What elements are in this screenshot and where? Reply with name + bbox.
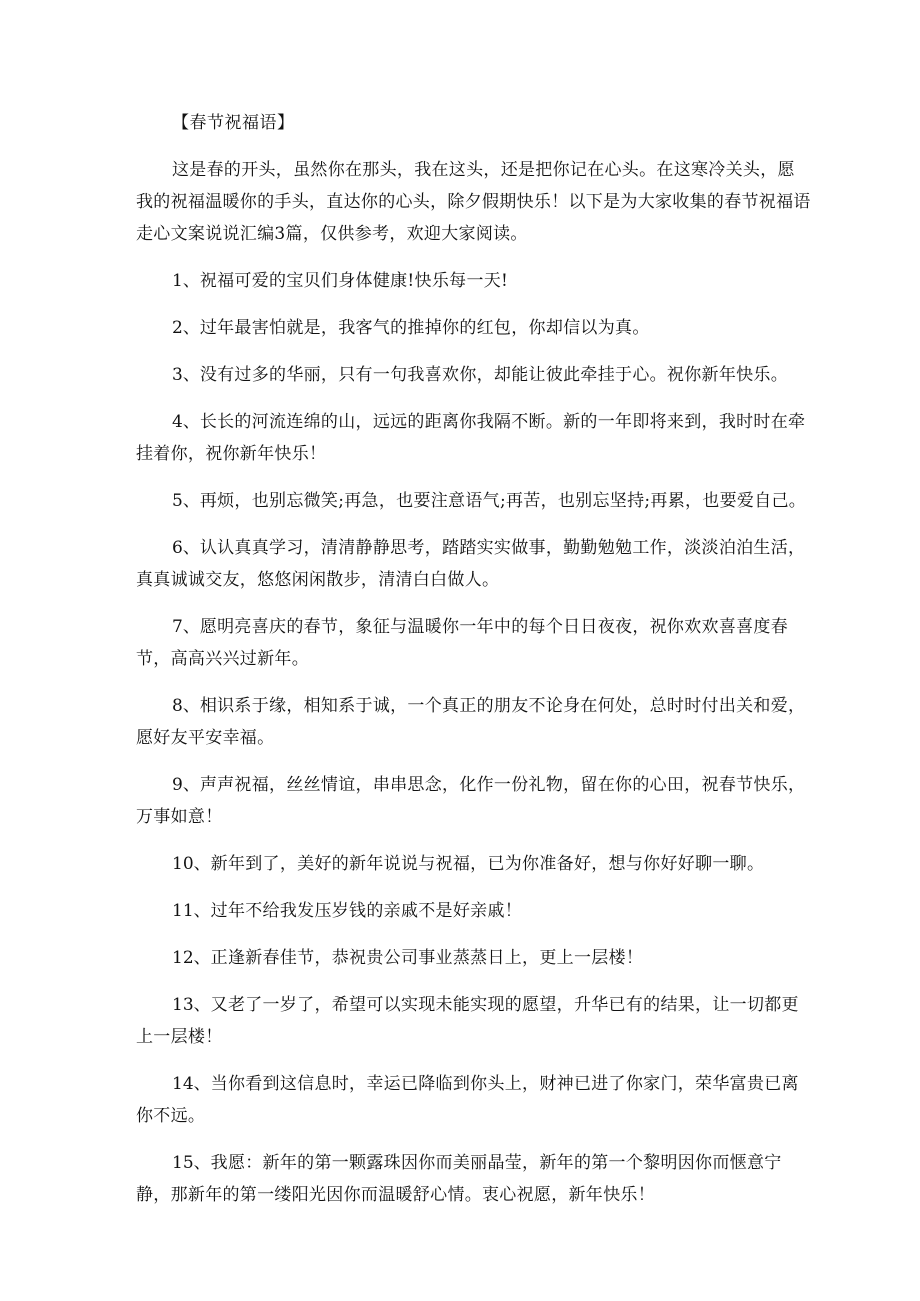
list-item	[136, 848, 812, 880]
item-number: 14、	[172, 1074, 211, 1094]
list-item	[136, 895, 812, 927]
item-text: 愿明亮喜庆的春节，象征与温暖你一年中的每个日日夜夜，祝你欢欢喜喜度春节，高高兴兴过新年。	[136, 617, 789, 669]
item-number: 15、	[172, 1153, 211, 1173]
item-number: 1、	[172, 271, 200, 291]
list-item	[136, 532, 812, 596]
item-text: 没有过多的华丽，只有一句我喜欢你，却能让彼此牵挂于心。祝你新年快乐。	[199, 365, 789, 385]
item-number: 8、	[172, 696, 200, 716]
document-body	[136, 107, 812, 1226]
item-number: 9、	[172, 775, 200, 795]
item-number: 12、	[172, 948, 211, 968]
item-number: 13、	[172, 995, 211, 1015]
item-number: 5、	[172, 491, 200, 511]
intro-paragraph: 这是春的开头，虽然你在那头，我在这头，还是把你记在心头。在这寒冷关头，愿我的祝福温暖你的手头，直达你的心头，除夕假期快乐！以下是为大家收集的春节祝福语走心文案说说汇编3篇，仅供参考，欢迎大家阅读。	[136, 160, 811, 244]
item-text: 过年不给我发压岁钱的亲戚不是好亲戚！	[210, 901, 523, 921]
list-item	[136, 265, 812, 297]
item-text: 当你看到这信息时，幸运已降临到你头上，财神已进了你家门，荣华富贵已离你不远。	[136, 1074, 799, 1126]
item-text: 过年最害怕就是，我客气的推掉你的红包，你却信以为真。	[199, 318, 650, 338]
list-item	[136, 1068, 812, 1132]
document-title: 【春节祝福语】	[172, 113, 295, 133]
list-item	[136, 485, 812, 517]
item-number: 7、	[172, 617, 200, 637]
item-number: 4、	[172, 412, 200, 432]
item-text: 再烦，也别忘微笑;再急，也要注意语气;再苦，也别忘坚持;再累，也要爱自己。	[199, 491, 807, 511]
list-item	[136, 1147, 812, 1211]
item-text: 认认真真学习，清清静静思考，踏踏实实做事，勤勤勉勉工作，淡淡泊泊生活，真真诚诚交友，悠悠闲闲散步，清清白白做人。	[136, 538, 806, 590]
item-number: 3、	[172, 365, 200, 385]
item-text: 长长的河流连绵的山，远远的距离你我隔不断。新的一年即将来到，我时时在牵挂着你，祝你新年快乐！	[136, 412, 806, 464]
item-text: 正逢新春佳节，恭祝贵公司事业蒸蒸日上，更上一层楼！	[210, 948, 644, 968]
item-text: 祝福可爱的宝贝们身体健康!快乐每一天!	[199, 271, 509, 291]
item-number: 2、	[172, 318, 200, 338]
item-text: 又老了一岁了，希望可以实现未能实现的愿望，升华已有的结果，让一切都更上一层楼！	[136, 995, 799, 1047]
list-item	[136, 406, 812, 470]
item-number: 10、	[172, 854, 211, 874]
item-number: 6、	[172, 538, 200, 558]
list-item	[136, 989, 812, 1053]
list-item	[136, 611, 812, 675]
list-item	[136, 769, 812, 833]
item-text: 我愿：新年的第一颗露珠因你而美丽晶莹，新年的第一个黎明因你而惬意宁静，那新年的第一缕阳光因你而温暖舒心情。衷心祝愿，新年快乐！	[136, 1153, 782, 1205]
list-item	[136, 942, 812, 974]
list-item	[136, 312, 812, 344]
item-text: 声声祝福，丝丝情谊，串串思念，化作一份礼物，留在你的心田，祝春节快乐，万事如意！	[136, 775, 806, 827]
item-number: 11、	[172, 901, 211, 921]
list-item	[136, 359, 812, 391]
item-text: 相识系于缘，相知系于诚，一个真正的朋友不论身在何处，总时时付出关和爱，愿好友平安幸福。	[136, 696, 806, 748]
list-item	[136, 690, 812, 754]
item-text: 新年到了，美好的新年说说与祝福，已为你准备好，想与你好好聊一聊。	[210, 854, 765, 874]
